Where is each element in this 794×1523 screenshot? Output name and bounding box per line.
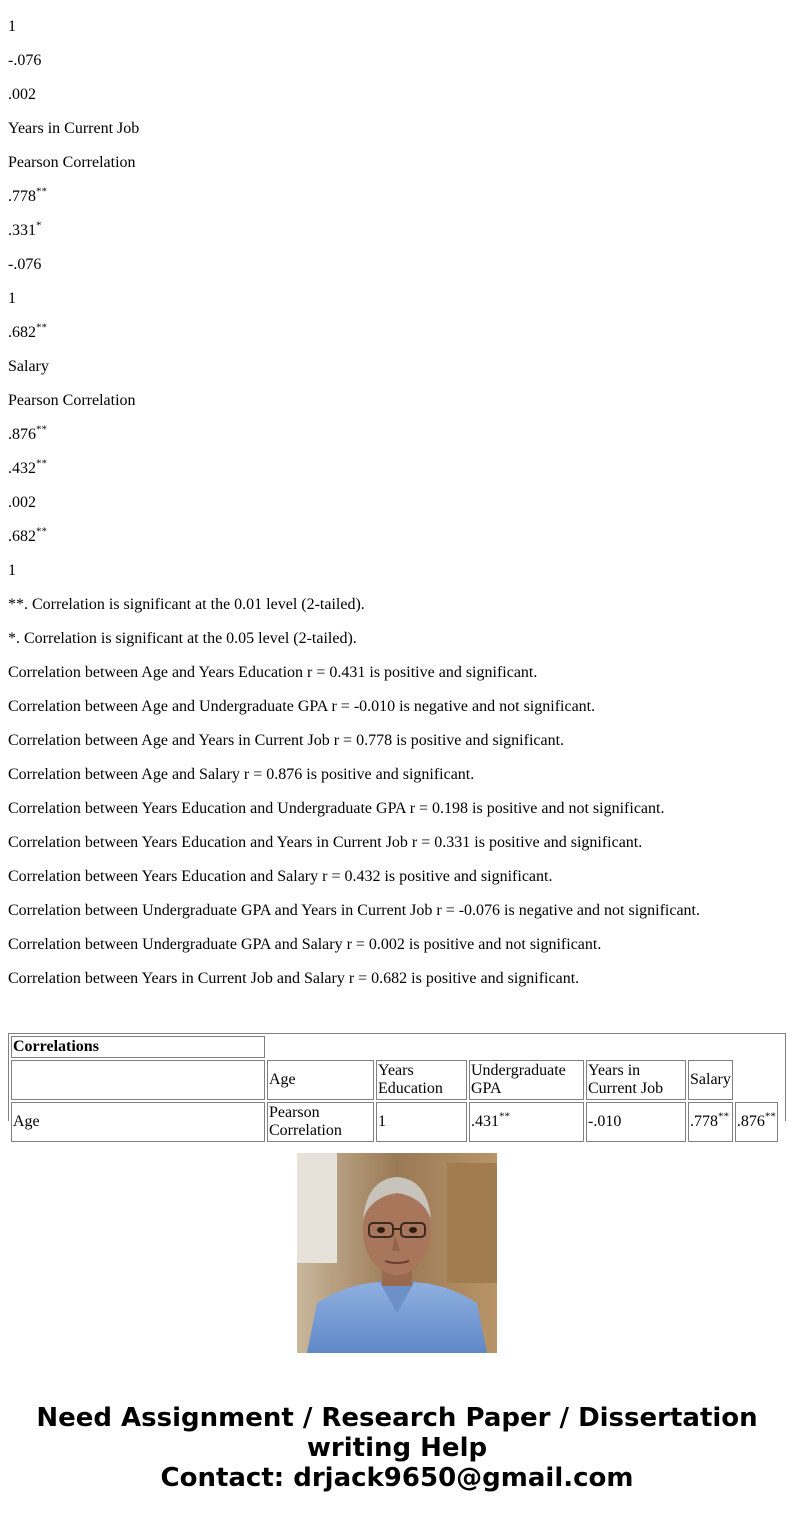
promo-banner: [0, 1403, 794, 1493]
text-line: Pearson Correlation: [8, 154, 136, 171]
significance-marker: **: [36, 525, 47, 538]
row-label-age: Age: [11, 1102, 265, 1142]
text-line: Years in Current Job: [8, 120, 140, 137]
cell-age-years-education: .431**: [469, 1102, 584, 1142]
row-stat-label: Pearson Correlation: [267, 1102, 374, 1142]
cell-age-age: 1: [376, 1102, 467, 1142]
text-line: *. Correlation is significant at the 0.05 level (2-tailed).: [8, 630, 357, 647]
promo-line-1: Need Assignment / Research Paper / Dissertation: [36, 1403, 758, 1433]
text-line: Correlation between Age and Years Education r = 0.431 is positive and significant.: [8, 664, 538, 681]
text-line: **. Correlation is significant at the 0.01 level (2-tailed).: [8, 596, 365, 613]
text-line: Correlation between Years in Current Job and Salary r = 0.682 is positive and significant.: [8, 970, 580, 987]
promo-contact-line: Contact: drjack9650@gmail.com: [160, 1463, 634, 1493]
text-line: .682**: [8, 525, 47, 545]
text-line: Correlation between Years Education and Undergraduate GPA r = 0.198 is positive and not significant.: [8, 800, 665, 817]
table-title: Correlations: [11, 1036, 265, 1058]
header-undergraduate-gpa: Undergraduate GPA: [469, 1060, 584, 1100]
significance-marker: **: [36, 321, 47, 334]
text-line: Correlation between Age and Years in Current Job r = 0.778 is positive and significant.: [8, 732, 565, 749]
text-line: Correlation between Years Education and Years in Current Job r = 0.331 is positive and significant.: [8, 834, 643, 851]
document-body: [8, 0, 786, 1004]
text-line: .682**: [8, 321, 47, 341]
text-line: Correlation between Undergraduate GPA and Years in Current Job r = -0.076 is negative and not significant.: [8, 902, 700, 919]
header-age: Age: [267, 1060, 374, 1100]
text-line: Correlation between Undergraduate GPA and Salary r = 0.002 is positive and not significant.: [8, 936, 602, 953]
text-line: .876**: [8, 423, 47, 443]
significance-marker: *: [36, 219, 42, 232]
person-photo-icon: [297, 1153, 497, 1353]
text-line: Correlation between Age and Undergraduate GPA r = -0.010 is negative and not significant.: [8, 698, 596, 715]
text-line: Correlation between Age and Salary r = 0.876 is positive and significant.: [8, 766, 475, 783]
significance-marker: **: [36, 185, 47, 198]
text-line: .331*: [8, 219, 42, 239]
text-line: Correlation between Years Education and Salary r = 0.432 is positive and significant.: [8, 868, 553, 885]
header-years-in-current-job: Years in Current Job: [586, 1060, 686, 1100]
table-header-row: [11, 1060, 778, 1100]
correlations-table: [9, 1034, 780, 1144]
correlations-table-container: [8, 1033, 786, 1139]
profile-photo: [297, 1153, 497, 1353]
table-row: [11, 1102, 778, 1142]
text-line: .778**: [8, 185, 47, 205]
text-line: 1: [8, 562, 16, 579]
text-line: 1: [8, 290, 16, 307]
text-line: 1: [8, 18, 16, 35]
text-line: -.076: [8, 256, 42, 273]
promo-line-2: writing Help: [306, 1433, 488, 1463]
cell-age-undergraduate-gpa: -.010: [586, 1102, 686, 1142]
text-line: .002: [8, 86, 36, 103]
text-line: -.076: [8, 52, 42, 69]
text-line: Salary: [8, 358, 49, 375]
header-years-education: Years Education: [376, 1060, 467, 1100]
header-salary: Salary: [688, 1060, 733, 1100]
table-title-row: [11, 1036, 778, 1058]
cell-age-years-in-current-job: .778**: [688, 1102, 733, 1142]
text-line: .432**: [8, 457, 47, 477]
text-line: .002: [8, 494, 36, 511]
significance-marker: **: [36, 457, 47, 470]
text-line: Pearson Correlation: [8, 392, 136, 409]
header-empty-cell: [11, 1060, 265, 1100]
cell-age-salary: .876**: [735, 1102, 778, 1142]
significance-marker: **: [36, 423, 47, 436]
text-line: [8, 0, 786, 2]
